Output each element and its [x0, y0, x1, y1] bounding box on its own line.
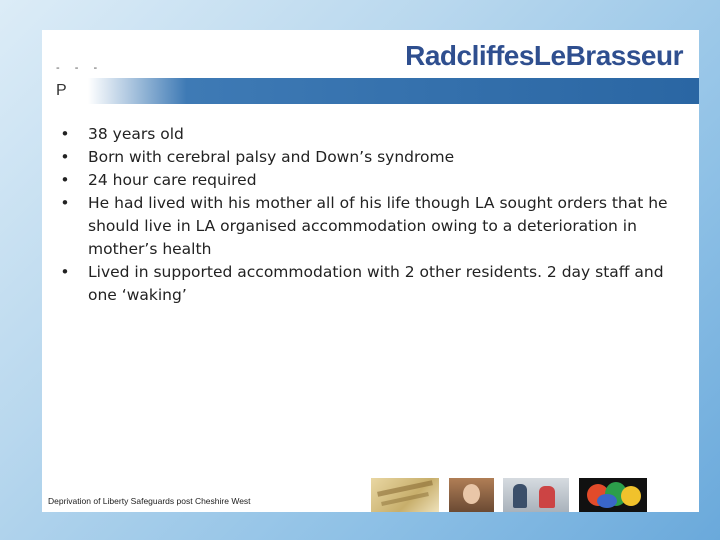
- list-item-text: 24 hour care required: [88, 171, 257, 189]
- distressed-woman-photo-icon: [449, 478, 494, 512]
- list-item: [60, 146, 680, 169]
- conversation-photo-icon: [503, 478, 569, 512]
- bullet-icon: •: [60, 194, 70, 212]
- company-logo: RadcliffesLeBrasseur: [405, 40, 683, 71]
- list-item: [60, 169, 680, 192]
- list-item-text: Born with cerebral palsy and Down’s syndrome: [88, 148, 455, 166]
- document-photo-icon: [371, 478, 439, 512]
- bullet-icon: •: [60, 171, 70, 189]
- bullet-icon: •: [60, 263, 70, 281]
- list-item: [60, 123, 680, 146]
- list-item: [60, 192, 680, 261]
- bullet-icon: •: [60, 148, 70, 166]
- footer-caption: Deprivation of Liberty Safeguards post Cheshire West: [48, 496, 251, 506]
- title-fragment: - - -: [56, 62, 104, 74]
- slide: [42, 30, 699, 512]
- list-item: [60, 261, 680, 307]
- bullet-list: [60, 123, 680, 307]
- title-bar: [42, 78, 699, 104]
- slide-title: P: [56, 82, 67, 99]
- list-item-text: 38 years old: [88, 125, 184, 143]
- bullet-icon: •: [60, 125, 70, 143]
- brain-scan-photo-icon: [579, 478, 647, 512]
- list-item-text: He had lived with his mother all of his life though LA sought orders that he should live in LA organised accommodation owing to a deterioration in mother’s health: [88, 194, 668, 258]
- list-item-text: Lived in supported accommodation with 2 other residents. 2 day staff and one ‘waking’: [88, 263, 664, 304]
